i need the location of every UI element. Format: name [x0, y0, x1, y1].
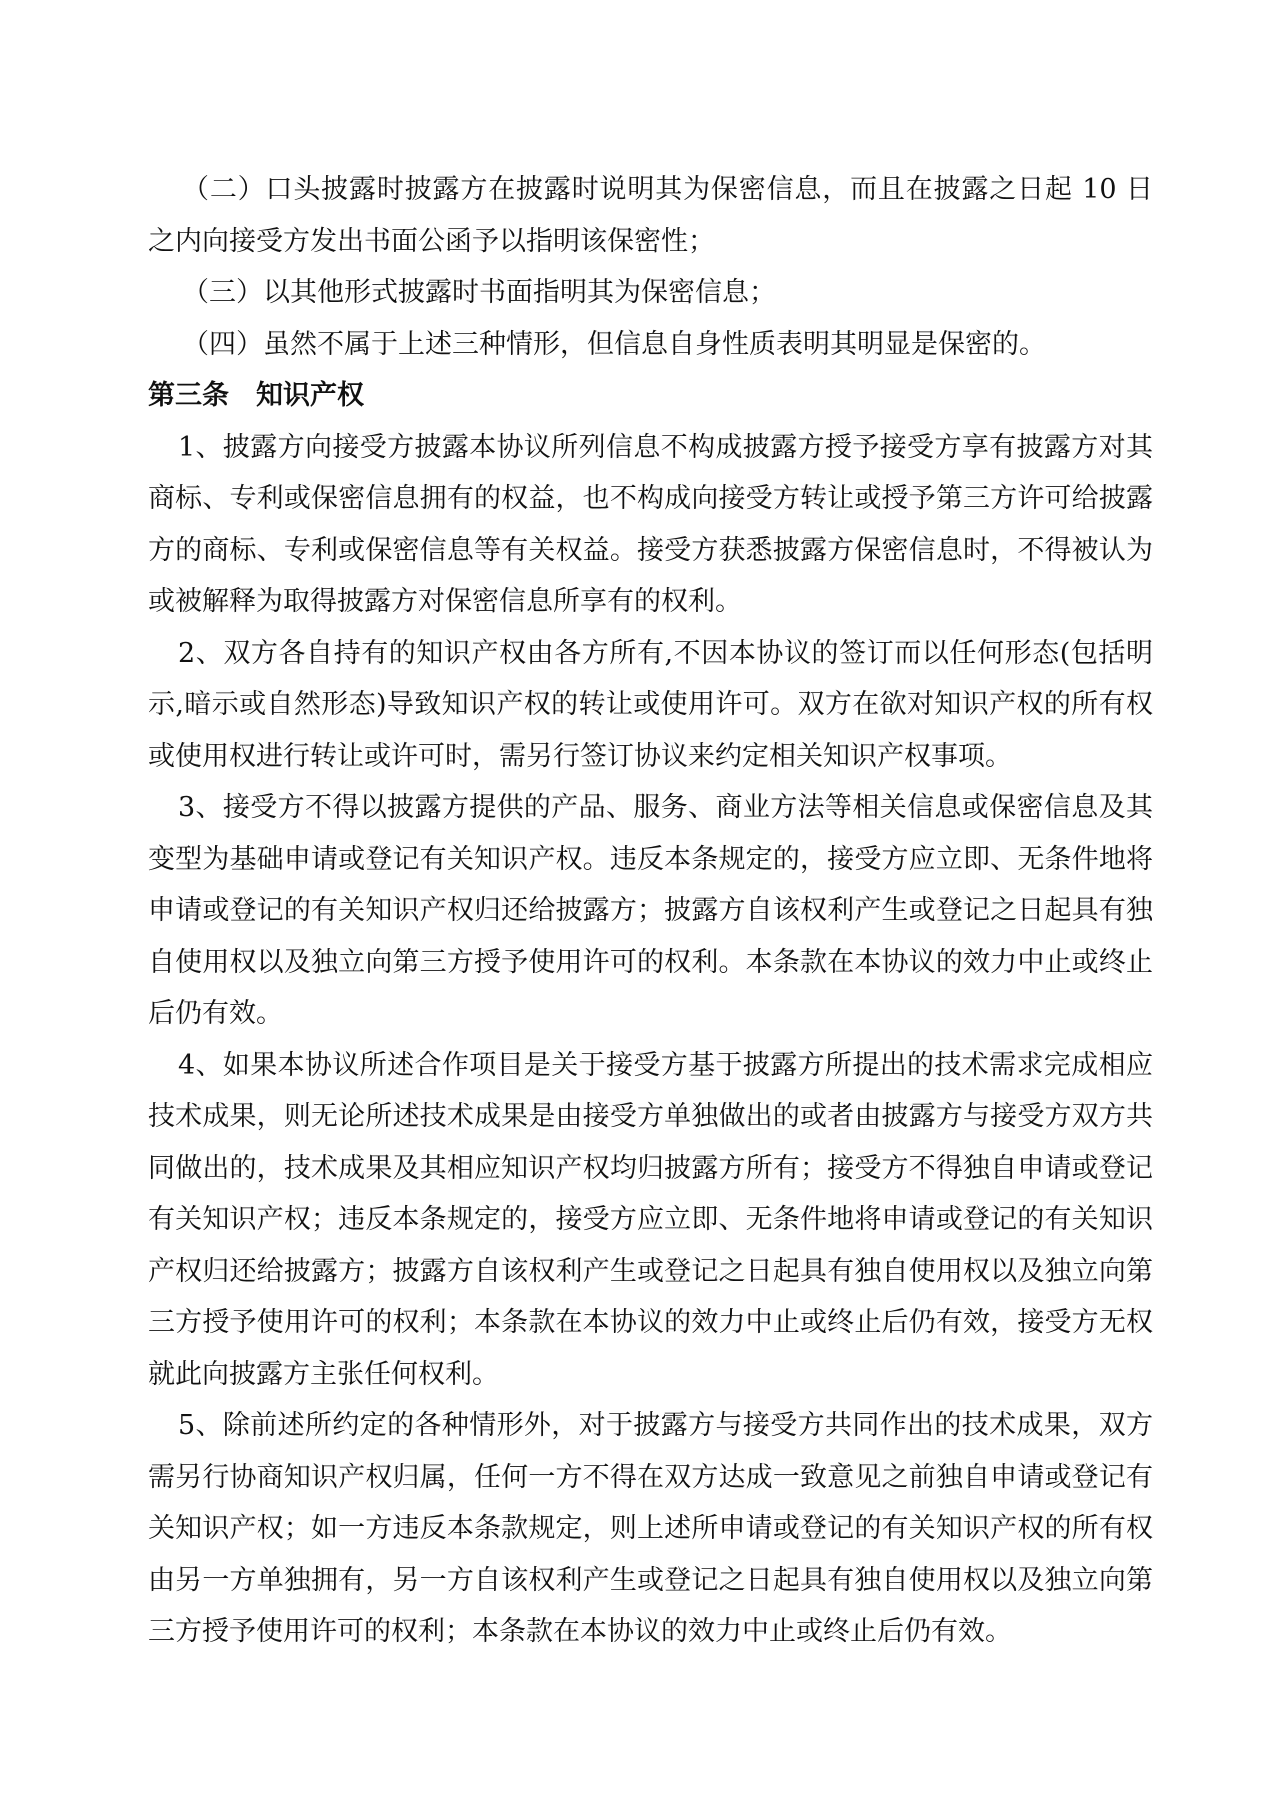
text-line: 需另行协商知识产权归属，任何一方不得在双方达成一致意见之前独自申请或登记有 — [148, 1461, 1153, 1493]
text-line: 就此向披露方主张任何权利。 — [148, 1358, 499, 1390]
list-item — [148, 164, 1153, 267]
list-item — [148, 319, 1153, 371]
text-line: 产权归还给披露方；披露方自该权利产生或登记之日起具有独自使用权以及独立向第 — [148, 1255, 1153, 1287]
paragraph — [148, 422, 1153, 628]
text-line: 3、接受方不得以披露方提供的产品、服务、商业方法等相关信息或保密信息及其 — [178, 792, 1153, 823]
text-line: 三方授予使用许可的权利；本条款在本协议的效力中止或终止后仍有效。 — [148, 1616, 1012, 1647]
paragraph — [148, 782, 1153, 1040]
text-line: 4、如果本协议所述合作项目是关于接受方基于披露方所提出的技术需求完成相应 — [178, 1049, 1153, 1081]
text-line: 由另一方单独拥有，另一方自该权利产生或登记之日起具有独自使用权以及独立向第 — [148, 1564, 1153, 1596]
text-line: 后仍有效。 — [148, 998, 283, 1029]
text-line: 三方授予使用许可的权利；本条款在本协议的效力中止或终止后仍有效，接受方无权 — [148, 1307, 1153, 1338]
text-line: 方的商标、专利或保密信息等有关权益。接受方获悉披露方保密信息时，不得被认为 — [148, 534, 1153, 566]
article-heading: 第三条 知识产权 — [148, 380, 364, 411]
text-line: 申请或登记的有关知识产权归还给披露方；披露方自该权利产生或登记之日起具有独 — [148, 895, 1153, 926]
text-line: 示,暗示或自然形态)导致知识产权的转让或使用许可。双方在欲对知识产权的所有权 — [148, 689, 1153, 720]
text-line: 1、披露方向接受方披露本协议所列信息不构成披露方授予接受方享有披露方对其 — [178, 431, 1153, 463]
text-line: 自使用权以及独立向第三方授予使用许可的权利。本条款在本协议的效力中止或终止 — [148, 946, 1153, 978]
text-line: （四）虽然不属于上述三种情形，但信息自身性质表明其明显是保密的。 — [182, 328, 1046, 360]
paragraph — [148, 628, 1153, 783]
text-line: 商标、专利或保密信息拥有的权益，也不构成向接受方转让或授予第三方许可给披露 — [148, 483, 1153, 514]
text-line: （二）口头披露时披露方在披露时说明其为保密信息，而且在披露之日起 10 日 — [182, 174, 1153, 205]
text-line: 或被解释为取得披露方对保密信息所享有的权利。 — [148, 586, 742, 617]
text-line: 技术成果，则无论所述技术成果是由接受方单独做出的或者由披露方与接受方双方共 — [148, 1101, 1153, 1132]
paragraph — [148, 1040, 1153, 1401]
text-line: 有关知识产权；违反本条规定的，接受方应立即、无条件地将申请或登记的有关知识 — [148, 1204, 1153, 1235]
text-line: 关知识产权；如一方违反本条款规定，则上述所申请或登记的有关知识产权的所有权 — [148, 1513, 1153, 1544]
text-line: 同做出的，技术成果及其相应知识产权均归披露方所有；接受方不得独自申请或登记 — [148, 1152, 1153, 1184]
paragraph — [148, 1400, 1153, 1658]
text-line: 变型为基础申请或登记有关知识产权。违反本条规定的，接受方应立即、无条件地将 — [148, 843, 1153, 875]
text-line: 2、双方各自持有的知识产权由各方所有,不因本协议的签订而以任何形态(包括明 — [178, 637, 1153, 669]
text-line: （三）以其他形式披露时书面指明其为保密信息； — [182, 277, 776, 308]
text-line: 之内向接受方发出书面公函予以指明该保密性； — [148, 225, 715, 257]
document-page — [148, 164, 1153, 1658]
text-line: 5、除前述所约定的各种情形外，对于披露方与接受方共同作出的技术成果，双方 — [178, 1410, 1153, 1441]
text-line: 或使用权进行转让或许可时，需另行签订协议来约定相关知识产权事项。 — [148, 740, 1012, 772]
list-item — [148, 267, 1153, 319]
